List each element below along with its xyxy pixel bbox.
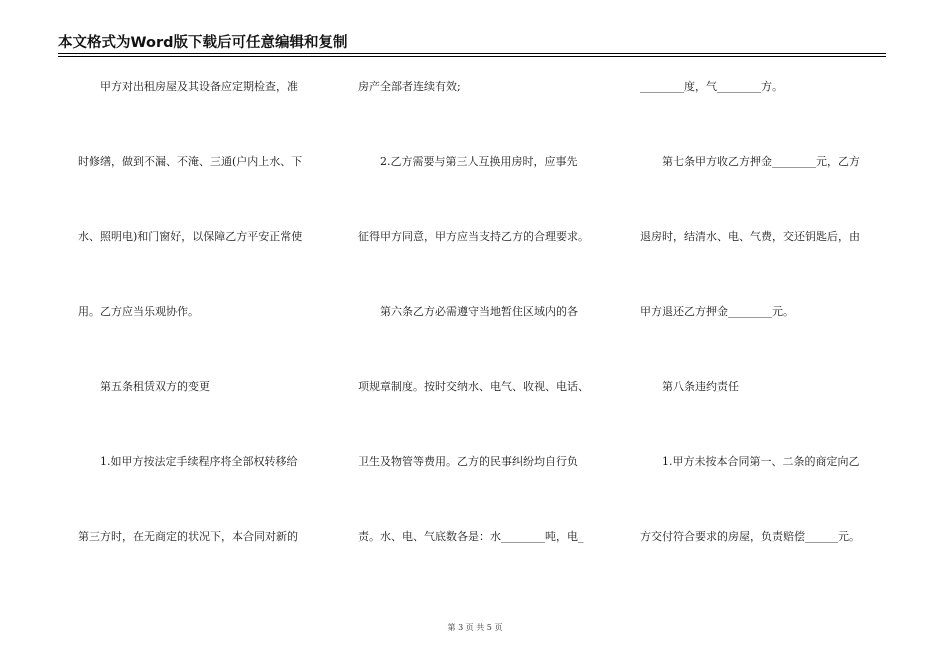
text-column-3 <box>640 78 884 603</box>
section-heading: 第七条甲方收乙方押金________元，乙方 <box>662 155 860 168</box>
text-line: 第三方时，在无商定的状况下，本合同对新的 <box>78 530 298 543</box>
text-line: 2.乙方需要与第三人互换用房时，应事先 <box>380 155 578 168</box>
text-line: 方交付符合要求的房屋，负责赔偿______元。 <box>640 530 860 543</box>
text-line: 1.甲方未按本合同第一、二条的商定向乙 <box>662 455 860 468</box>
section-heading: 第八条违约责任 <box>662 380 739 393</box>
header-rule-top <box>58 53 886 54</box>
section-heading: 第五条租赁双方的变更 <box>100 380 210 393</box>
text-line: 退房时，结清水、电、气费，交还钥匙后，由 <box>640 230 860 243</box>
text-line: 甲方退还乙方押金________元。 <box>640 305 794 318</box>
text-line: 房产全部者连续有效; <box>358 80 461 93</box>
text-line: 征得甲方同意，甲方应当支持乙方的合理要求。 <box>358 230 589 243</box>
text-line: 项规章制度。按时交纳水、电气、收视、电话、 <box>358 380 589 393</box>
text-line: ________度，气________方。 <box>640 80 783 93</box>
text-line: 时修缮，做到不漏、不淹、三通(户内上水、下 <box>78 155 303 168</box>
text-line: 水、照明电)和门窗好，以保障乙方平安正常使 <box>78 230 303 243</box>
text-line: 责。水、电、气底数各是：水________吨，电_ <box>358 530 584 543</box>
text-line: 用。乙方应当乐观协作。 <box>78 305 199 318</box>
document-header-title: 本文格式为Word版下载后可任意编辑和复制 <box>58 35 348 51</box>
text-line: 甲方对出租房屋及其设备应定期检查，准 <box>100 80 298 93</box>
text-column-1 <box>78 78 322 603</box>
section-heading: 第六条乙方必需遵守当地暂住区域内的各 <box>380 305 578 318</box>
text-line: 卫生及物管等费用。乙方的民事纠纷均自行负 <box>358 455 578 468</box>
text-column-2 <box>358 78 608 603</box>
header-rule-bottom <box>58 56 886 57</box>
page-number-footer: 第 3 页 共 5 页 <box>447 623 503 632</box>
text-line: 1.如甲方按法定手续程序将全部权转移给 <box>100 455 298 468</box>
